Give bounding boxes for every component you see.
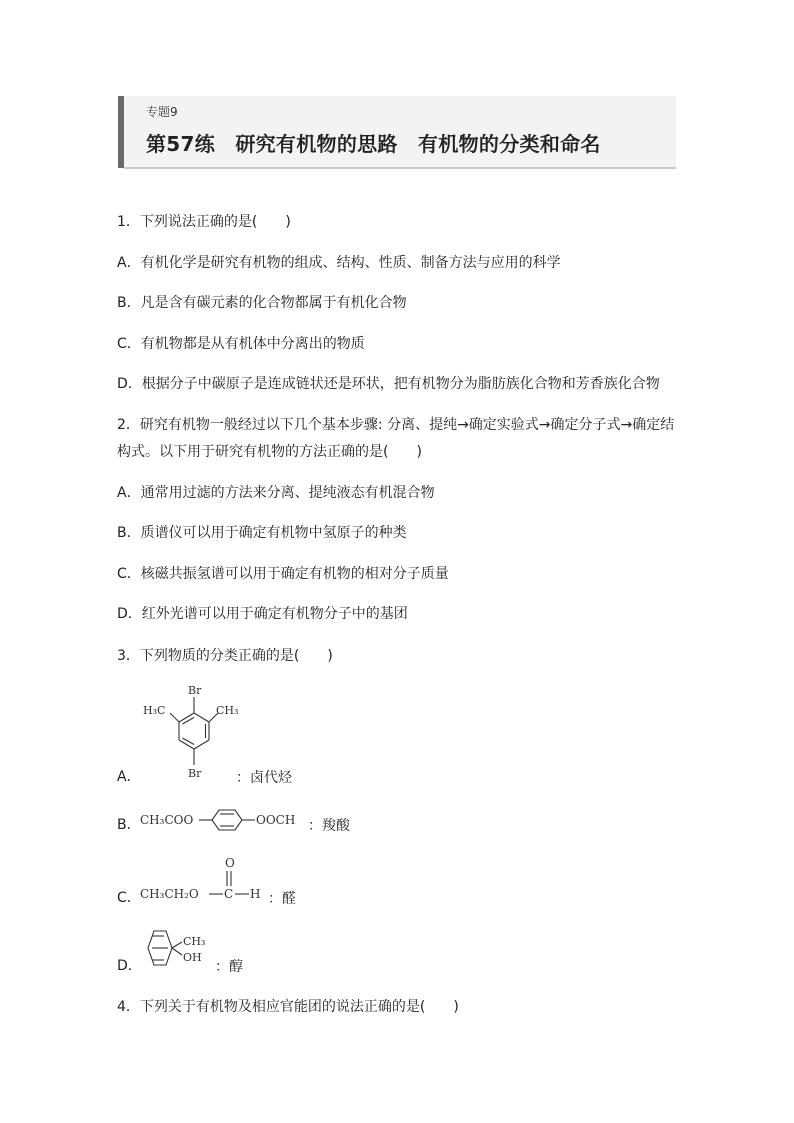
q3-a-bottom-br: Br <box>188 767 202 780</box>
para-benzene-icon <box>199 810 255 830</box>
q3-c-structure <box>140 852 270 908</box>
q3-d-methyl: CH₃ <box>183 935 206 948</box>
q2-option-a: A．通常用过滤的方法来分离、提纯液态有机混合物 <box>117 485 435 501</box>
q3-a-structure <box>140 683 250 783</box>
q1-option-b: B．凡是含有碳元素的化合物都属于有机化合物 <box>117 295 407 311</box>
q3-a-right-methyl: CH₃ <box>216 704 239 717</box>
q3-d-hydroxyl: OH <box>183 951 202 964</box>
q4-stem: 4．下列关于有机物及相应官能团的说法正确的是( ) <box>117 999 459 1015</box>
q2-stem-line2: 构式。以下用于研究有机物的方法正确的是( ) <box>117 444 422 460</box>
benzene-ring-icon <box>170 697 218 765</box>
q2-stem-line1: 2．研究有机物一般经过以下几个基本步骤: 分离、提纯→确定实验式→确定分子式→确定结 <box>117 417 675 433</box>
q3-a-left-methyl: H₃C <box>143 704 166 717</box>
header-underline <box>124 167 676 169</box>
cyclohexene-ring-icon <box>148 931 182 965</box>
series-label: 专题9 <box>146 105 178 119</box>
q3-option-a-suffix: ：卤代烃 <box>236 770 292 786</box>
q3-c-hydrogen: H <box>250 887 261 901</box>
q1-option-c: C．有机物都是从有机体中分离出的物质 <box>117 336 365 352</box>
q2-option-c: C．核磁共振氢谱可以用于确定有机物的相对分子质量 <box>117 566 449 582</box>
q1-stem: 1．下列说法正确的是( ) <box>117 214 291 230</box>
q3-b-right-group: OOCH <box>256 813 296 827</box>
q3-b-left-group: CH₃COO <box>140 813 194 827</box>
q3-option-b-letter: B． <box>117 817 141 833</box>
double-bond-icon <box>227 871 231 886</box>
q1-option-d: D．根据分子中碳原子是连成链状还是环状，把有机物分为脂肪族化合物和芳香族化合物 <box>117 376 660 392</box>
q1-option-a: A．有机化学是研究有机物的组成、结构、性质、制备方法与应用的科学 <box>117 255 561 271</box>
q3-d-structure <box>140 928 220 972</box>
q2-option-b: B．质谱仪可以用于确定有机物中氢原子的种类 <box>117 525 407 541</box>
q3-option-c-letter: C． <box>117 890 141 906</box>
q3-option-b-suffix: ：羧酸 <box>308 818 350 834</box>
q3-b-structure <box>140 804 315 836</box>
q3-option-d-suffix: ：醇 <box>215 959 243 975</box>
q3-option-a-letter: A． <box>117 769 141 785</box>
q3-option-c-suffix: ：醛 <box>268 891 296 907</box>
q3-option-d-letter: D． <box>117 958 142 974</box>
page-title: 第57练 研究有机物的思路 有机物的分类和命名 <box>146 132 601 156</box>
header-accent-bar <box>118 96 124 168</box>
q3-c-chain: CH₃CH₂O <box>140 887 199 901</box>
q3-c-carbonyl-o: O <box>225 856 235 870</box>
q3-a-top-br: Br <box>188 684 202 697</box>
q2-option-d: D．红外光谱可以用于确定有机物分子中的基团 <box>117 606 408 622</box>
q3-c-carbon: C <box>224 887 234 901</box>
q3-stem: 3．下列物质的分类正确的是( ) <box>117 648 333 664</box>
